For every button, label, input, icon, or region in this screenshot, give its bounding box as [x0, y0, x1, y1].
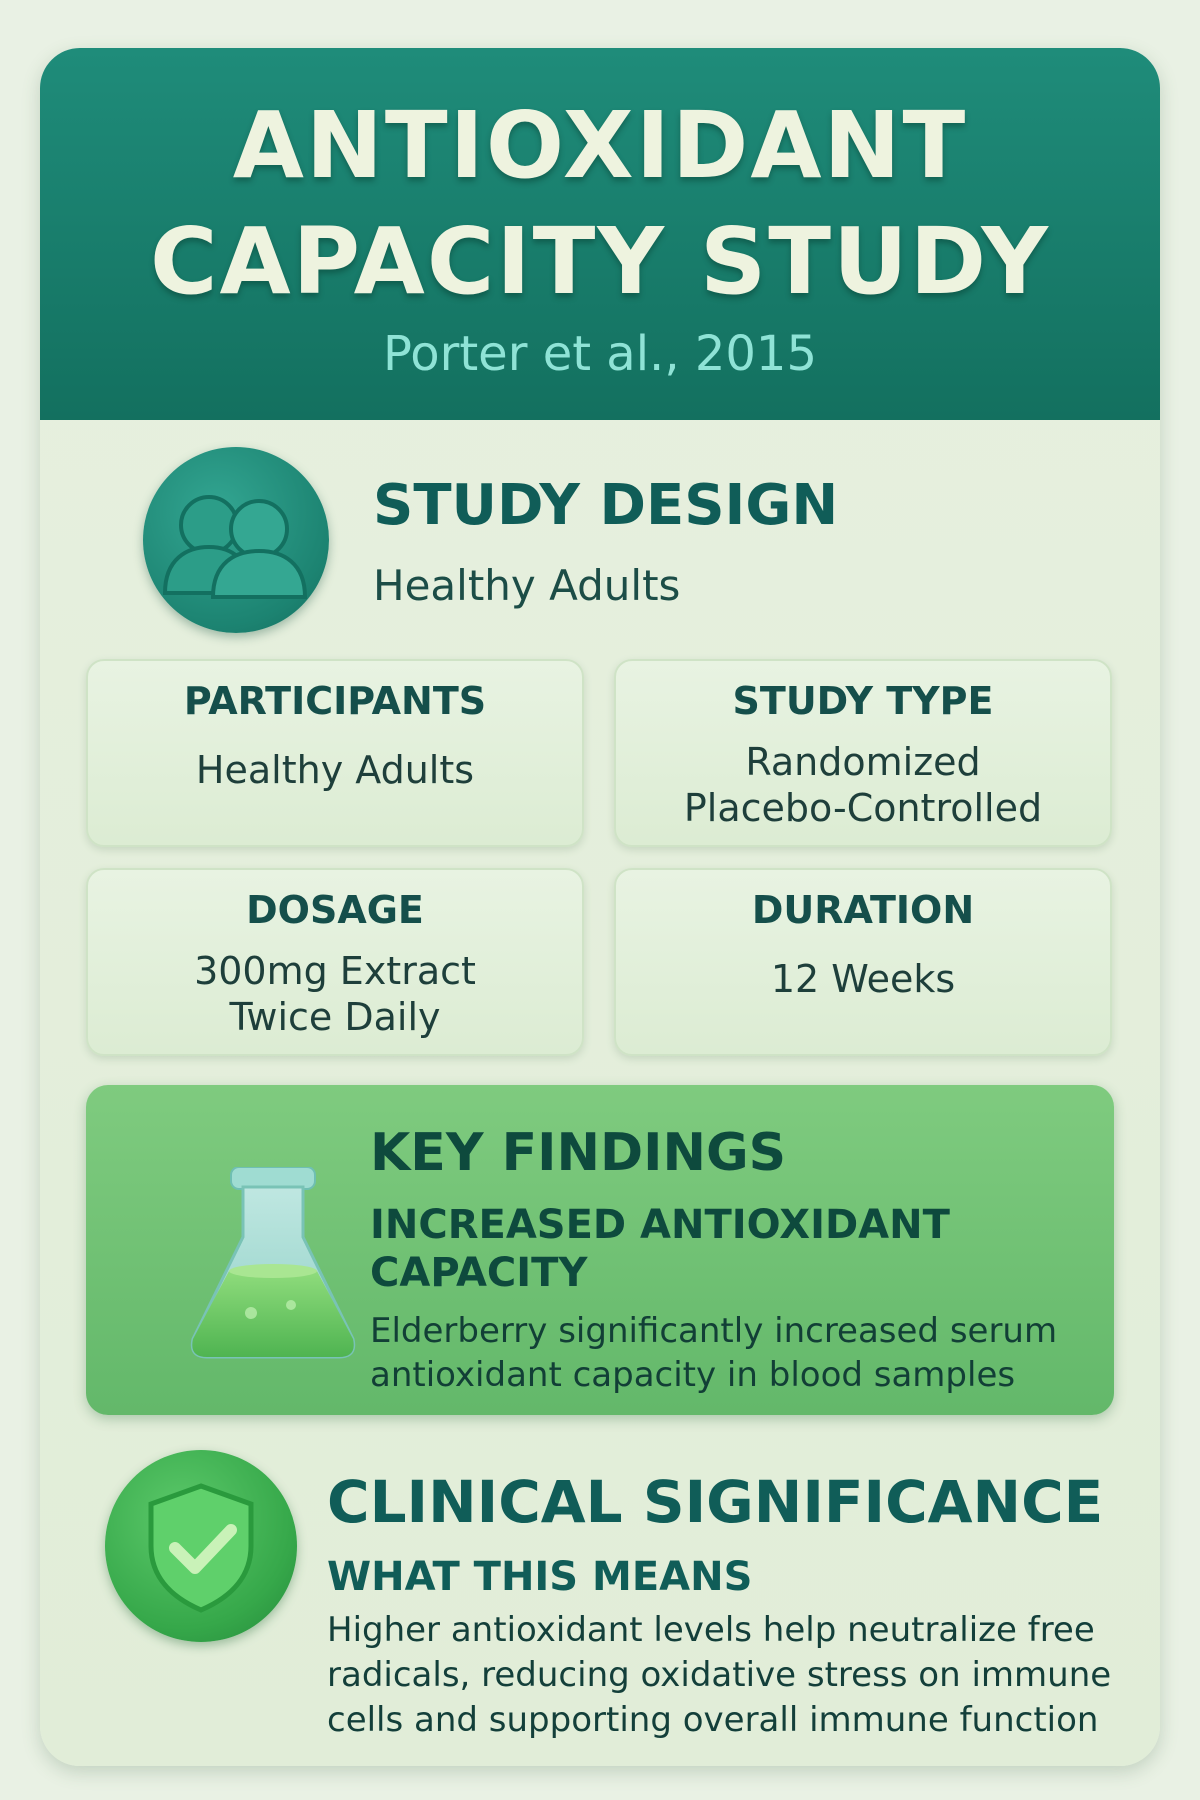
flask-icon — [181, 1167, 361, 1367]
key-findings-panel — [86, 1085, 1114, 1415]
study-card — [40, 48, 1160, 1766]
clinical-text-line: radicals, reducing oxidative stress on immune — [327, 1655, 1112, 1695]
key-findings-text-line: antioxidant capacity in blood samples — [370, 1355, 1016, 1395]
dosage-title: DOSAGE — [246, 888, 424, 932]
duration-value: 12 Weeks — [770, 957, 956, 1001]
study-design-subtitle: Healthy Adults — [373, 561, 681, 610]
key-findings-text — [370, 1309, 1057, 1397]
key-findings-subtitle-line: CAPACITY — [370, 1250, 588, 1296]
clinical-text-line: cells and supporting overall immune function — [327, 1700, 1099, 1740]
dosage-line: 300mg Extract — [194, 949, 476, 993]
study-type-line: Placebo-Controlled — [683, 786, 1043, 830]
participants-box — [86, 659, 584, 847]
dosage-box — [86, 868, 584, 1056]
duration-box — [614, 868, 1112, 1056]
header-banner — [40, 48, 1160, 420]
key-findings-subtitle — [370, 1201, 950, 1297]
key-findings-text-line: Elderberry significantly increased serum — [370, 1311, 1058, 1351]
study-type-line: Randomized — [745, 740, 981, 784]
clinical-significance-text — [327, 1608, 1111, 1743]
clinical-significance-title: CLINICAL SIGNIFICANCE — [327, 1468, 1104, 1536]
key-findings-title: KEY FINDINGS — [370, 1123, 787, 1183]
clinical-significance-subtitle: WHAT THIS MEANS — [327, 1554, 753, 1600]
duration-title: DURATION — [751, 888, 975, 932]
study-type-value — [616, 739, 1110, 831]
dosage-value — [88, 948, 582, 1040]
participants-title: PARTICIPANTS — [183, 679, 487, 723]
title-line-1: ANTIOXIDANT — [232, 92, 968, 199]
study-type-title: STUDY TYPE — [732, 679, 994, 723]
key-findings-subtitle-line: INCREASED ANTIOXIDANT — [370, 1202, 950, 1248]
study-design-title: STUDY DESIGN — [373, 473, 839, 538]
title-line-2: CAPACITY STUDY — [149, 208, 1051, 315]
clinical-text-line: Higher antioxidant levels help neutralize free — [327, 1610, 1095, 1650]
study-type-box — [614, 659, 1112, 847]
people-icon — [143, 447, 329, 633]
participants-value: Healthy Adults — [195, 748, 475, 792]
citation: Porter et al., 2015 — [383, 326, 817, 382]
shield-check-icon — [105, 1450, 297, 1642]
dosage-line: Twice Daily — [229, 995, 441, 1039]
